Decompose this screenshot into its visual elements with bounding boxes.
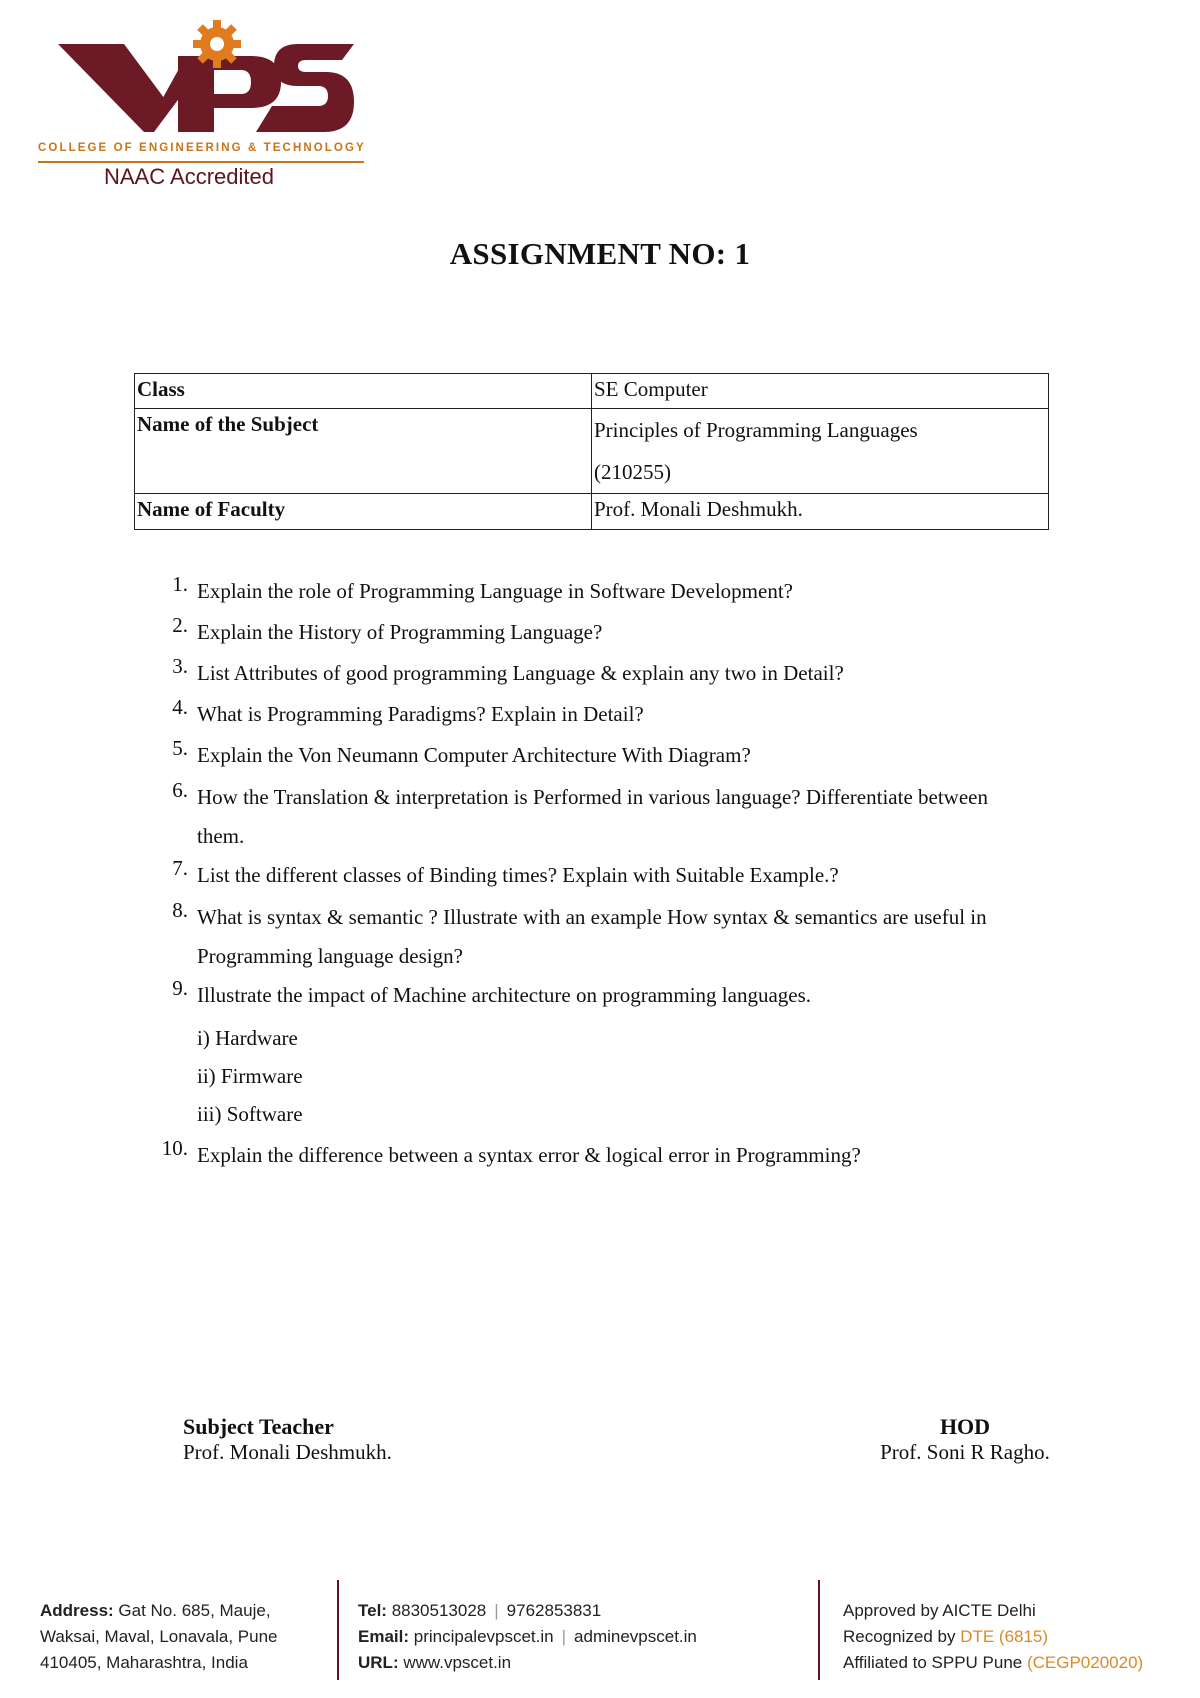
subitem-hardware: i) Hardware <box>197 1026 298 1050</box>
affiliated-prefix: Affiliated to SPPU Pune <box>843 1653 1027 1672</box>
footer-contact <box>358 1598 697 1676</box>
email-separator: | <box>561 1627 567 1646</box>
question-text: What is syntax & semantic ? Illustrate with an example How syntax & semantics are useful in <box>197 905 987 929</box>
footer-divider <box>818 1580 820 1680</box>
sppu-code: (CEGP020020) <box>1026 1653 1144 1672</box>
question-text: How the Translation & interpretation is Performed in various language? Differentiate between <box>197 785 988 809</box>
subject-teacher-name: Prof. Monali Deshmukh. <box>183 1440 392 1464</box>
tel-number-1: 8830513028 <box>386 1601 487 1620</box>
hod-name: Prof. Soni R Ragho. <box>880 1440 1050 1464</box>
question-number: 6. <box>172 778 188 802</box>
subject-teacher-heading: Subject Teacher <box>183 1414 334 1439</box>
question-text: List the different classes of Binding times? Explain with Suitable Example.? <box>197 863 839 887</box>
question-number: 10. <box>161 1136 188 1160</box>
college-name: COLLEGE OF ENGINEERING & TECHNOLOGY <box>38 142 366 154</box>
recognized-prefix: Recognized by <box>843 1627 961 1646</box>
hod-signature <box>870 1414 1060 1465</box>
subitem-software: iii) Software <box>197 1102 303 1126</box>
subitem-firmware: ii) Firmware <box>197 1064 303 1088</box>
college-logo <box>36 14 366 189</box>
footer-address <box>40 1598 278 1676</box>
email-principal: principalevpscet.in <box>409 1627 554 1646</box>
assignment-title: ASSIGNMENT NO: 1 <box>449 236 751 271</box>
table-row <box>135 374 1049 409</box>
question-text-continued: them. <box>197 824 245 848</box>
faculty-label: Name of Faculty <box>135 494 592 529</box>
question-text: Explain the role of Programming Language in Software Development? <box>197 579 793 603</box>
logo-divider <box>38 161 364 163</box>
question-text: Explain the Von Neumann Computer Architecture With Diagram? <box>197 743 751 767</box>
footer-divider <box>337 1580 339 1680</box>
footer-approvals <box>843 1598 1143 1676</box>
subject-name: Principles of Programming Languages <box>594 418 918 443</box>
question-text: Illustrate the impact of Machine architecture on programming languages. <box>197 983 812 1007</box>
subject-code: (210255) <box>594 460 671 485</box>
subject-value <box>592 409 1049 494</box>
class-value: SE Computer <box>592 374 1049 409</box>
tel-number-2: 9762853831 <box>506 1601 602 1620</box>
website-url: www.vpscet.in <box>398 1653 512 1672</box>
address-line-2: Waksai, Maval, Lonavala, Pune <box>40 1627 278 1646</box>
url-label: URL: <box>358 1653 399 1672</box>
tel-separator: | <box>494 1601 499 1620</box>
question-text-continued: Programming language design? <box>197 944 463 968</box>
gear-icon <box>193 20 241 68</box>
tel-label: Tel: <box>358 1601 387 1620</box>
question-number: 7. <box>172 856 188 880</box>
email-admin: adminevpscet.in <box>574 1627 697 1646</box>
question-text: List Attributes of good programming Language & explain any two in Detail? <box>197 661 844 685</box>
subject-teacher-signature <box>183 1414 392 1465</box>
email-label: Email: <box>358 1627 410 1646</box>
approved-by: Approved by AICTE Delhi <box>843 1601 1036 1620</box>
naac-accreditation: NAAC Accredited <box>104 164 274 189</box>
assignment-info-table <box>134 373 1049 530</box>
vps-logo-mark <box>36 14 366 144</box>
table-row <box>135 409 1049 494</box>
address-line-3: 410405, Maharashtra, India <box>40 1653 248 1672</box>
question-text: What is Programming Paradigms? Explain in Detail? <box>197 702 644 726</box>
page-footer <box>0 1580 1200 1680</box>
class-label: Class <box>135 374 592 409</box>
question-number: 8. <box>172 898 188 922</box>
question-number: 3. <box>172 654 188 678</box>
table-row <box>135 494 1049 529</box>
address-line-1: Gat No. 685, Mauje, <box>113 1601 271 1620</box>
hod-heading: HOD <box>939 1414 991 1439</box>
address-label: Address: <box>40 1601 114 1620</box>
question-text: Explain the History of Programming Language? <box>197 620 603 644</box>
question-number: 4. <box>172 695 188 719</box>
question-text: Explain the difference between a syntax error & logical error in Programming? <box>197 1143 861 1167</box>
subject-label: Name of the Subject <box>135 409 592 494</box>
faculty-value: Prof. Monali Deshmukh. <box>592 494 1049 529</box>
question-number: 1. <box>172 572 188 596</box>
question-number: 9. <box>172 976 188 1000</box>
question-number: 5. <box>172 736 188 760</box>
question-number: 2. <box>172 613 188 637</box>
dte-code: DTE (6815) <box>960 1627 1049 1646</box>
